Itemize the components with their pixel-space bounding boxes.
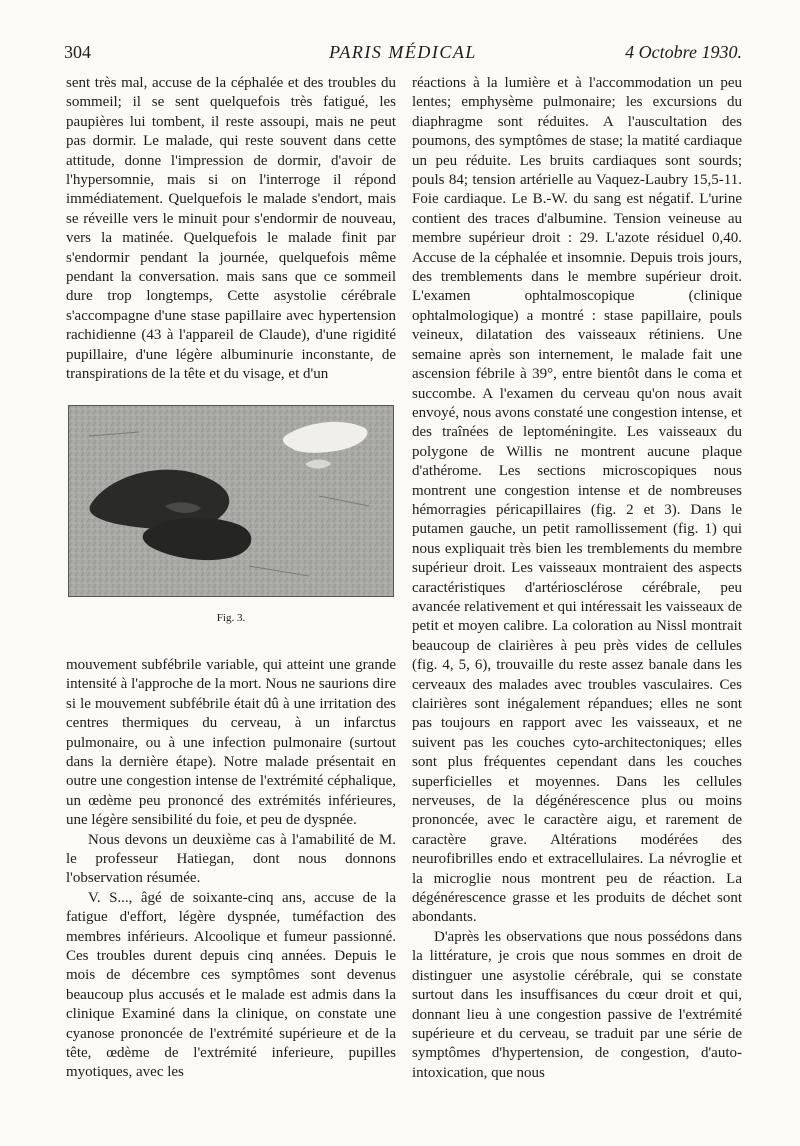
page-header — [64, 42, 742, 70]
figure-caption: Fig. 3. — [216, 611, 246, 624]
left-paragraph-2: mouvement subfébrile variable, qui atteint une grande intensité à l'approche de la mort. Nous ne saurions dire si le mouvement subfébrile était dû à une irritation des centres thermiques du cerveau, à un infarctus pulmonaire, ou à une infection pulmonaire (surtout dans la dernière étape). Notre malade présentait en outre une congestion intense de l'extrémité céphalique, un œdème peu prononcé des extrémités inférieures, une légère sensibilité du foie, et peu de dyspnée. — [66, 656, 396, 829]
issue-date: 4 Octobre 1930. — [625, 42, 742, 62]
left-paragraph-4: V. S..., âgé de soixante-cinq ans, accuse de la fatigue d'effort, légère dyspnée, tuméfaction des membres inférieurs. Alcoolique et fumeur passionné. Ces troubles durent depuis cinq années. Depuis le mois de décembre ces symptômes sont devenus beaucoup plus accusés et le malade est admis dans la clinique Examiné dans la clinique, on constate une cyanose prononcée de l'extrémité supérieure et de la tête, œdème de l'extrémité inferieure, pupilles myotiques, avec les — [66, 889, 396, 1081]
left-column — [66, 74, 396, 1083]
left-paragraph-3: Nous devons un deuxième cas à l'amabilité de M. le professeur Hatiegan, dont nous donnons l'observation résumée. — [66, 831, 396, 887]
right-paragraph-2: D'après les observations que nous possédons dans la littérature, je crois que nous sommes en droit de distinguer une asystolie cérébrale, qui se constate surtout dans les insuffisances du cœur droit et qui, donnant lieu à une congestion passive de l'extrémité supérieure et du cerveau, se traduit par une série de symptômes d'hypertension, de congestion, d'auto-intoxication, que nous — [412, 928, 742, 1081]
right-column — [412, 74, 742, 1083]
micrograph-image — [69, 406, 393, 596]
journal-title: PARIS MÉDICAL — [329, 42, 477, 62]
page-number: 304 — [64, 42, 91, 62]
micrograph-figure — [68, 405, 394, 597]
right-paragraph-1: réactions à la lumière et à l'accommodation un peu lentes; emphysème pulmonaire; les excursions du diaphragme sont réduites. A l'auscultation des poumons, des symptômes de stase; la matité cardiaque un peu réduite. Les bruits cardiaques sont sourds; pouls 84; tension artérielle au Vaquez-Laubry 15,5-11. Foie cardiaque. Le B.-W. du sang est négatif. L'urine contient des traces d'albumine. Tension veineuse au membre supérieur droit : 29. L'azote résiduel 0,40. Accuse de la céphalée et insomnie. Depuis trois jours, des tremblements dans le membre supérieur droit. L'examen ophtalmoscopique (clinique ophtalmologique) a montré : stase papillaire, pouls veineux, dilatation des vaisseaux rétiniens. Une semaine après son internement, le malade fait une ascension fébrile à 39°, entre bientôt dans le coma et succombe. A l'examen du cerveau qu'on nous avait envoyé, nous avons constaté une congestion intense, et des traînées de leptoméningite. Les vaisseaux du polygone de Willis ne montrent aucune plaque d'athérome. Les sections microscopiques nous montrent une congestion intense et de nombreuses hémorragies péricapillaires (fig. 2 et 3). Dans le putamen gauche, un petit ramollissement (fig. 1) qui nous expliquait très bien les tremblements du membre supérieur droit. Les vaisseaux montraient des aspects caractéristiques d'artériosclérose cérébrale, peu avancée relativement et qui intéressait les vaisseaux de petit et moyen calibre. La coloration au Nissl montrait beaucoup de clairières à peu près vides de cellules (fig. 4, 5, 6), trouvaille du reste assez banale dans les cerveaux des malades avec troubles vasculaires. Ces clairières sont inégalement répandues; elles ne sont pas toujours en rapport avec les vaisseaux, et ne suivent pas les couches cyto-architectoniques; elles sont plus fréquentes cependant dans les couches superficielles et moyennes. Dans les cellules nerveuses, de la dégénérescence plus ou moins prononcée, avec le caractère aigu, et rarement de caractère grave. Altérations modérées des neurofibrilles endo et extracellulaires. La névroglie et la microglie nous montrent peu de réaction. La dégénérescence grasse et les produits de déchet sont abondants. — [412, 75, 742, 926]
left-paragraph-1: sent très mal, accuse de la céphalée et des troubles du sommeil; il se sent quelquefois très fatigué, les paupières lui tombent, il reste assoupi, mais ne peut pas dormir. Le malade, qui reste souvent dans cette attitude, donne l'impression de dormir, d'avoir de l'hypersomnie, mais si on l'interroge il répond immédiatement. Quelquefois le malade s'endort, mais se réveille vers le minuit pour s'endormir de nouveau, vers la matinée. Quelquefois le malade finit par s'endormir pendant la journée, quelquefois même pendant la conversation. mais sans que ce sommeil dure trop longtemps, Cette asystolie cérébrale s'accompagne d'une stase papillaire avec hypertension rachidienne (43 à l'appareil de Claude), d'une rigidité pupillaire, d'une légère albuminurie inconstante, de transpirations de la tête et du visage, et d'un — [66, 75, 396, 383]
